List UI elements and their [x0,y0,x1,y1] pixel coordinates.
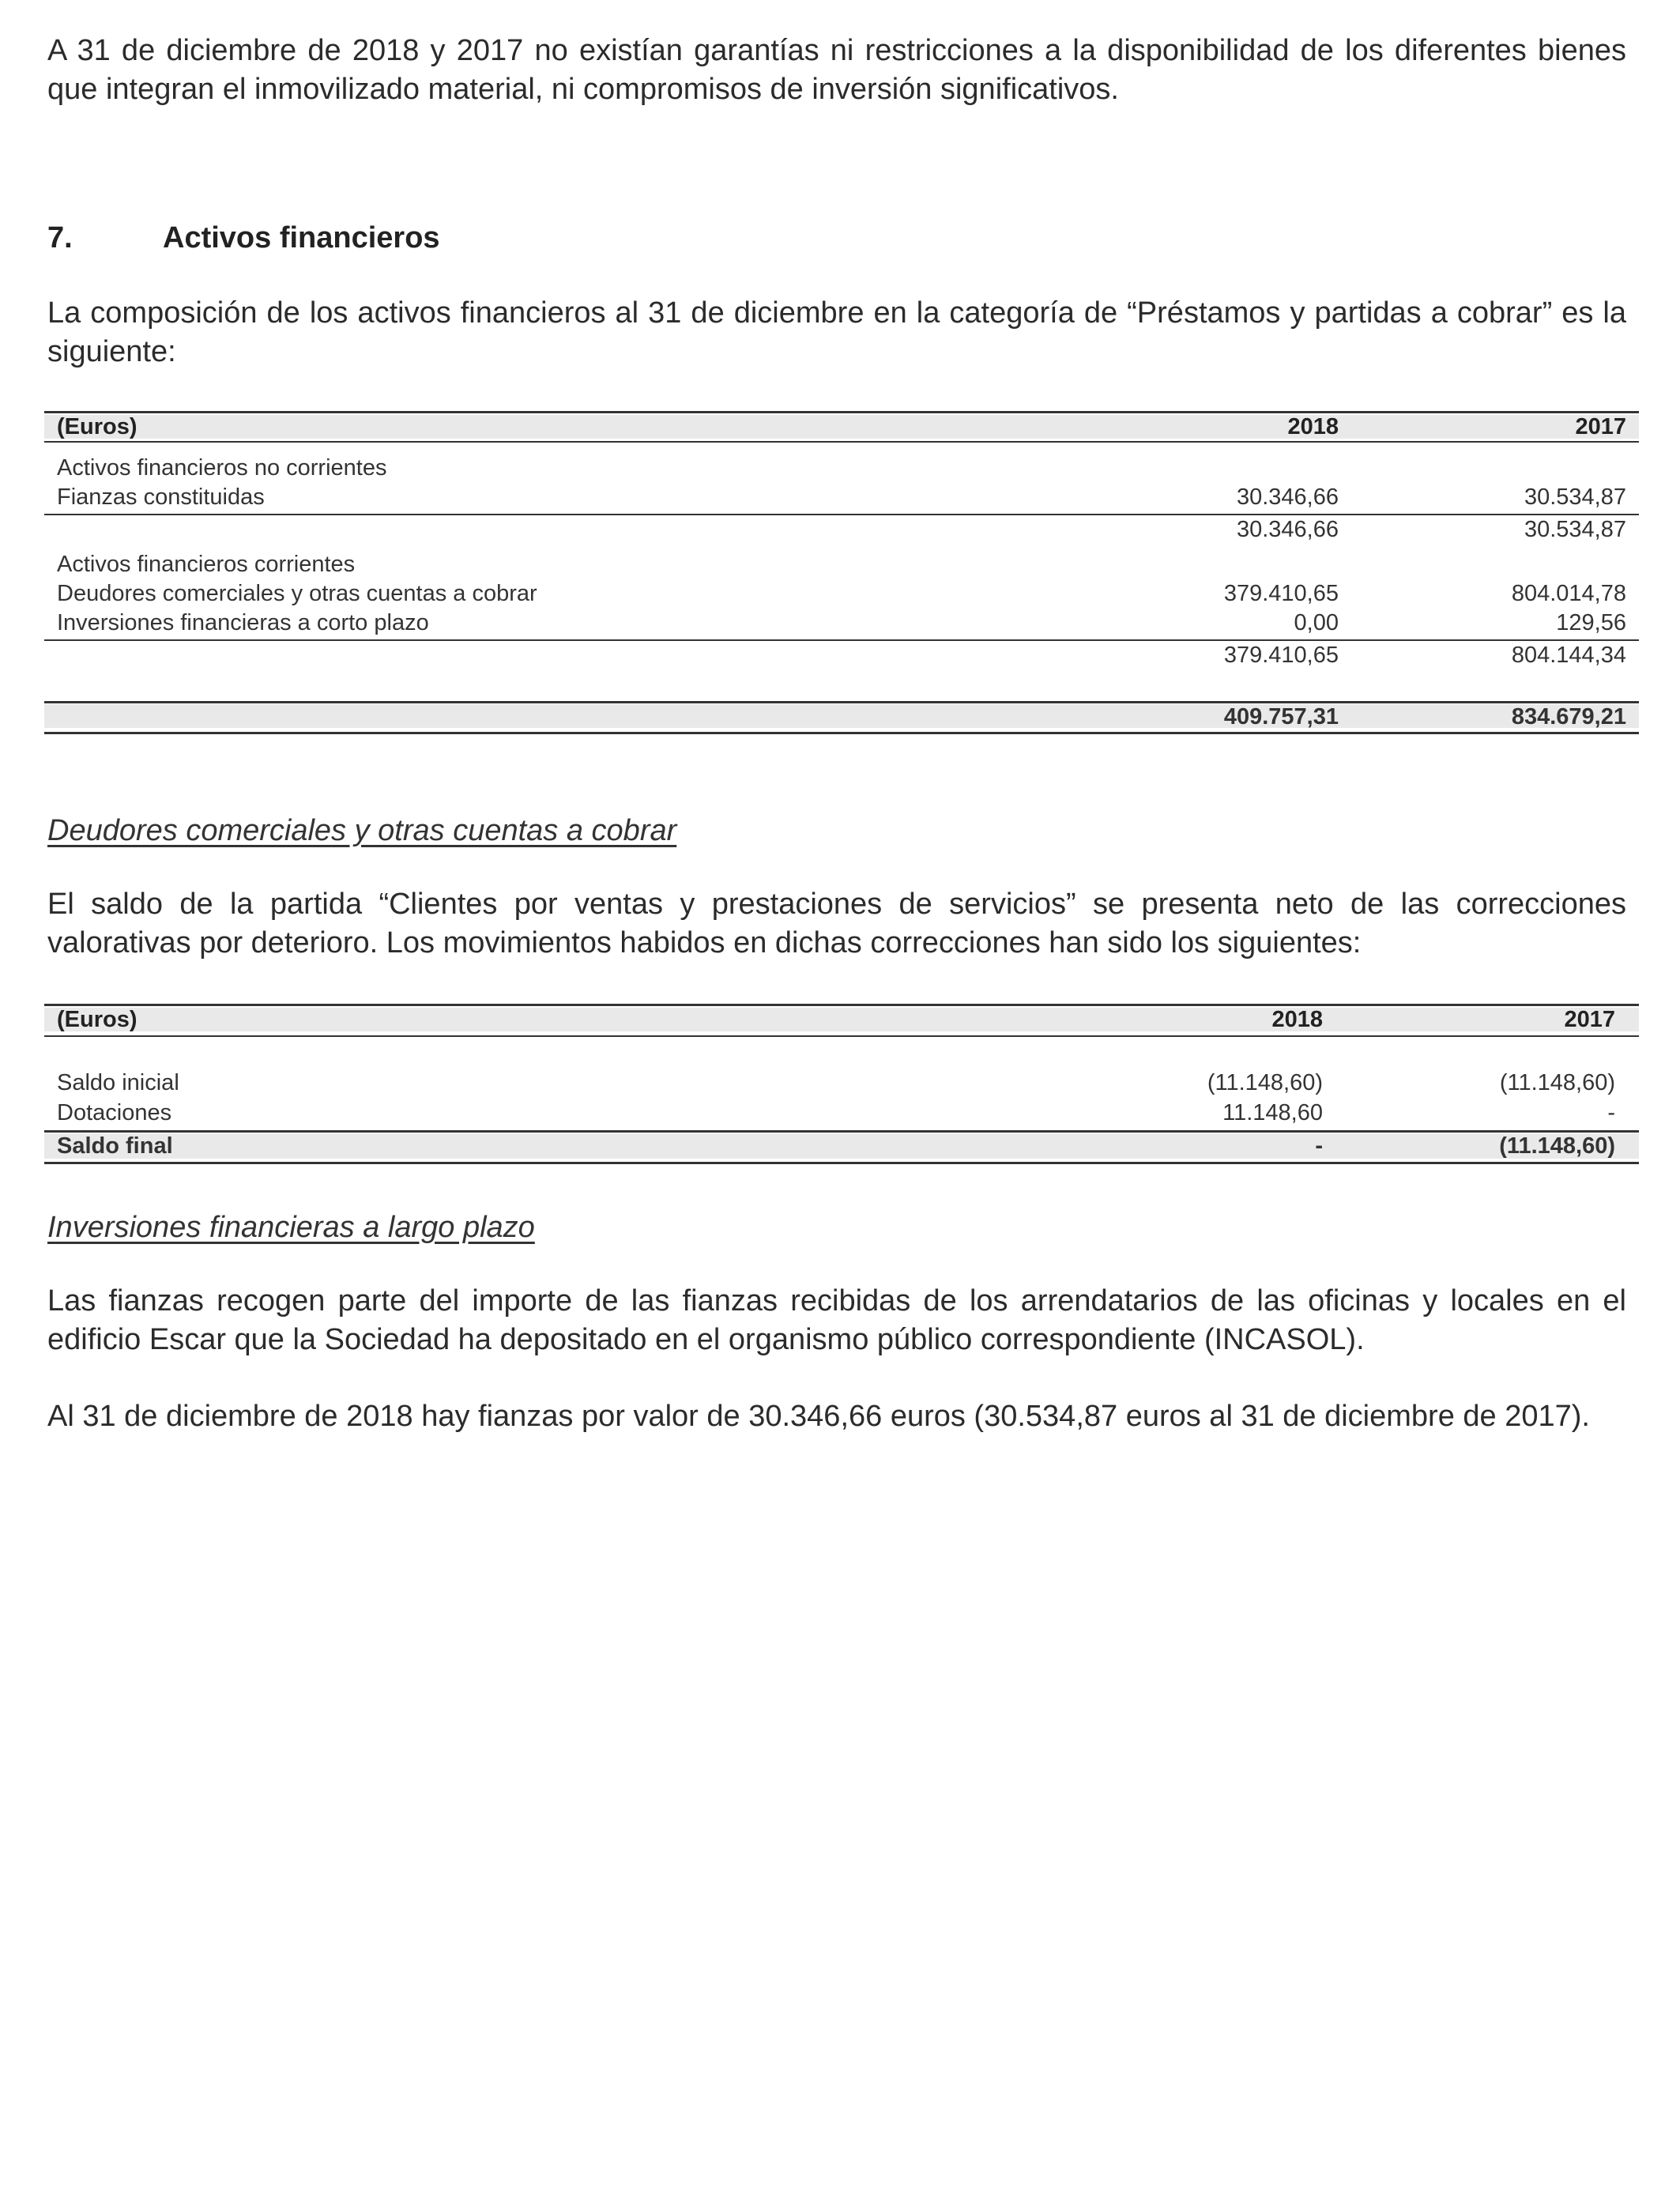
subsection-paragraph-deudores: El saldo de la partida “Clientes por ventas y prestaciones de servicios” se presenta neto de las correcciones valorativas por deterioro. Los movimientos habidos en dichas correcciones han sido los siguientes: [47,888,1626,959]
table-row: Saldo inicial (11.148,60) (11.148,60) [57,1070,1615,1095]
intro-paragraph: A 31 de diciembre de 2018 y 2017 no existían garantías ni restricciones a la disponibilidad de los diferentes bienes que integran el inmovilizado material, ni compromisos de inversión significativos. [47,34,1626,106]
header-currency: (Euros) [57,414,137,439]
header-2018: 2018 [1271,1007,1323,1032]
table-row: Deudores comerciales y otras cuentas a cobrar 379.410,65 804.014,78 [57,581,1626,606]
table-header-row [44,414,1639,443]
table-rule [44,639,1639,641]
table-rule [44,514,1639,515]
header-2017: 2017 [1564,1007,1615,1032]
table-rule [44,1035,1639,1037]
table-rule [44,1130,1639,1133]
total-2017: 834.679,21 [1511,704,1626,729]
subsection-title-deudores: Deudores comerciales y otras cuentas a cobrar [47,814,677,847]
table-rule [44,1004,1639,1006]
section-title: Activos financieros [163,221,440,254]
table-subtotal-row: 30.346,66 30.534,87 [1236,517,1626,542]
section-number: 7. [47,221,73,254]
header-2018: 2018 [1287,414,1339,439]
section-intro-paragraph: La composición de los activos financieros al 31 de diciembre en la categoría de “Préstamos y partidas a cobrar” es la siguiente: [47,296,1626,368]
table-rule [44,441,1639,443]
table-subtotal-row: 379.410,65 804.144,34 [1223,643,1626,668]
header-currency: (Euros) [57,1007,137,1032]
table-row: Activos financieros corrientes [57,552,356,577]
total-2018: 409.757,31 [1223,704,1339,729]
table-rule [44,701,1639,703]
table-row: Inversiones financieras a corto plazo 0,00 129,56 [57,610,1626,635]
table-rule [44,732,1639,734]
table-header-row [44,1007,1639,1035]
table-rule [44,1162,1639,1164]
table-row: Activos financieros no corrientes [57,455,387,481]
table-total-row: Saldo final - (11.148,60) [57,1133,1615,1159]
subsection-paragraph-fianzas: Las fianzas recogen parte del importe de las fianzas recibidas de los arrendatarios de las oficinas y locales en el edificio Escar que la Sociedad ha depositado en el organismo público correspondiente (INCASOL). [47,1284,1626,1356]
subsection-paragraph-valor: Al 31 de diciembre de 2018 hay fianzas por valor de 30.346,66 euros (30.534,87 euros al 31 de diciembre de 2017). [47,1400,1590,1433]
table-rule [44,411,1639,413]
section-heading [47,221,440,255]
impairment-movements-table [44,1004,1639,1170]
financial-assets-table [44,411,1639,743]
subsection-title-inversiones: Inversiones financieras a largo plazo [47,1211,535,1244]
header-2017: 2017 [1575,414,1626,439]
table-row: Dotaciones 11.148,60 - [57,1100,1615,1125]
table-total-row [44,704,1639,733]
table-row: Fianzas constituidas 30.346,66 30.534,87 [57,484,1626,510]
